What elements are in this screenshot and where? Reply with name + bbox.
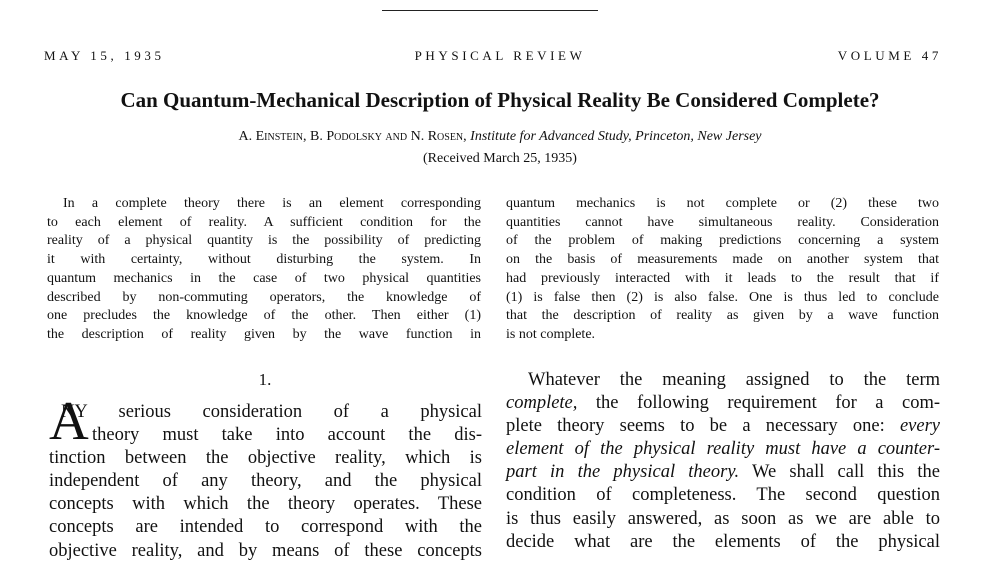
body-line: element of the physical reality must have a counter- [506,439,940,460]
body-line: decide what are the elements of the physical [506,531,940,552]
abstract-line: that the description of reality as given by a wave function [506,308,939,324]
emphasis-text: part in the physical theory. [506,462,740,483]
paper-title: Can Quantum-Mechanical Description of Physical Reality Be Considered Complete? [120,88,880,112]
abstract-line: (1) is false then (2) is also false. One is thus led to conclude [506,289,939,305]
body-text: We shall call this the [739,462,940,483]
body-left-column [49,401,482,563]
emphasis-text: complete, [506,393,578,414]
body-line: independent of any theory, and the physical [49,471,482,492]
abstract-left-column [47,195,481,345]
drop-cap-letter: A [49,390,89,451]
abstract-line: quantum mechanics in the case of two physical quantities [47,270,481,286]
abstract-line: had previously interacted with it leads to the result that if [506,270,939,286]
volume-number: VOLUME 47 [837,48,942,63]
author-names: A. Einstein, B. Podolsky and N. Rosen, [238,129,467,144]
body-line [506,461,940,484]
body-line [506,415,940,438]
body-line: tinction between the objective reality, which is [49,448,482,469]
body-line: Whatever the meaning assigned to the term [528,370,940,390]
body-line: concepts with which the theory operates. These [49,494,482,515]
body-line: concepts are intended to correspond with the [49,517,482,538]
received-date: (Received March 25, 1935) [423,151,577,166]
abstract-line: is not complete. [506,326,596,342]
abstract-line: on the basis of measurements made on another system that [506,252,939,268]
section-heading: 1. [258,370,272,389]
body-line: objective reality, and by means of these concepts [49,540,482,561]
body-line: condition of completeness. The second question [506,485,940,506]
author-affiliation: Institute for Advanced Study, Princeton, New Jersey [470,129,762,144]
abstract-line: quantities cannot have simultaneous reality. Consideration [506,214,939,230]
author-line [0,129,1000,145]
issue-date: MAY 15, 1935 [44,48,165,63]
abstract-line: it with certainty, without disturbing the system. In [47,252,481,268]
body-line [506,392,940,415]
header-rule [382,10,598,11]
body-line: is thus easily answered, as soon as we are able to [506,508,940,529]
journal-name: PHYSICAL REVIEW [414,48,586,63]
abstract-line: In a complete theory there is an element corresponding [63,196,481,211]
abstract-line: quantum mechanics is not complete or (2) these two [506,196,939,211]
abstract-line: to each element of reality. A sufficient condition for the [47,214,481,230]
body-right-column [506,369,940,554]
abstract-line: reality of a physical quantity is the possibility of predicting [47,233,481,249]
abstract-line: the description of reality given by the wave function in [47,326,481,342]
abstract-line: described by non-commuting operators, the knowledge of [47,289,481,305]
abstract-right-column [506,195,939,345]
emphasis-text: every [899,416,940,437]
body-line: theory must take into account the dis- [92,425,482,446]
body-line: NY serious consideration of a physical [61,402,482,422]
body-text: plete theory seems to be a necessary one: [506,416,900,437]
abstract-line: of the problem of making predictions concerning a system [506,233,939,249]
body-text: the following requirement for a com- [577,393,940,414]
abstract-line: one precludes the knowledge of the other. Then either (1) [47,308,481,324]
